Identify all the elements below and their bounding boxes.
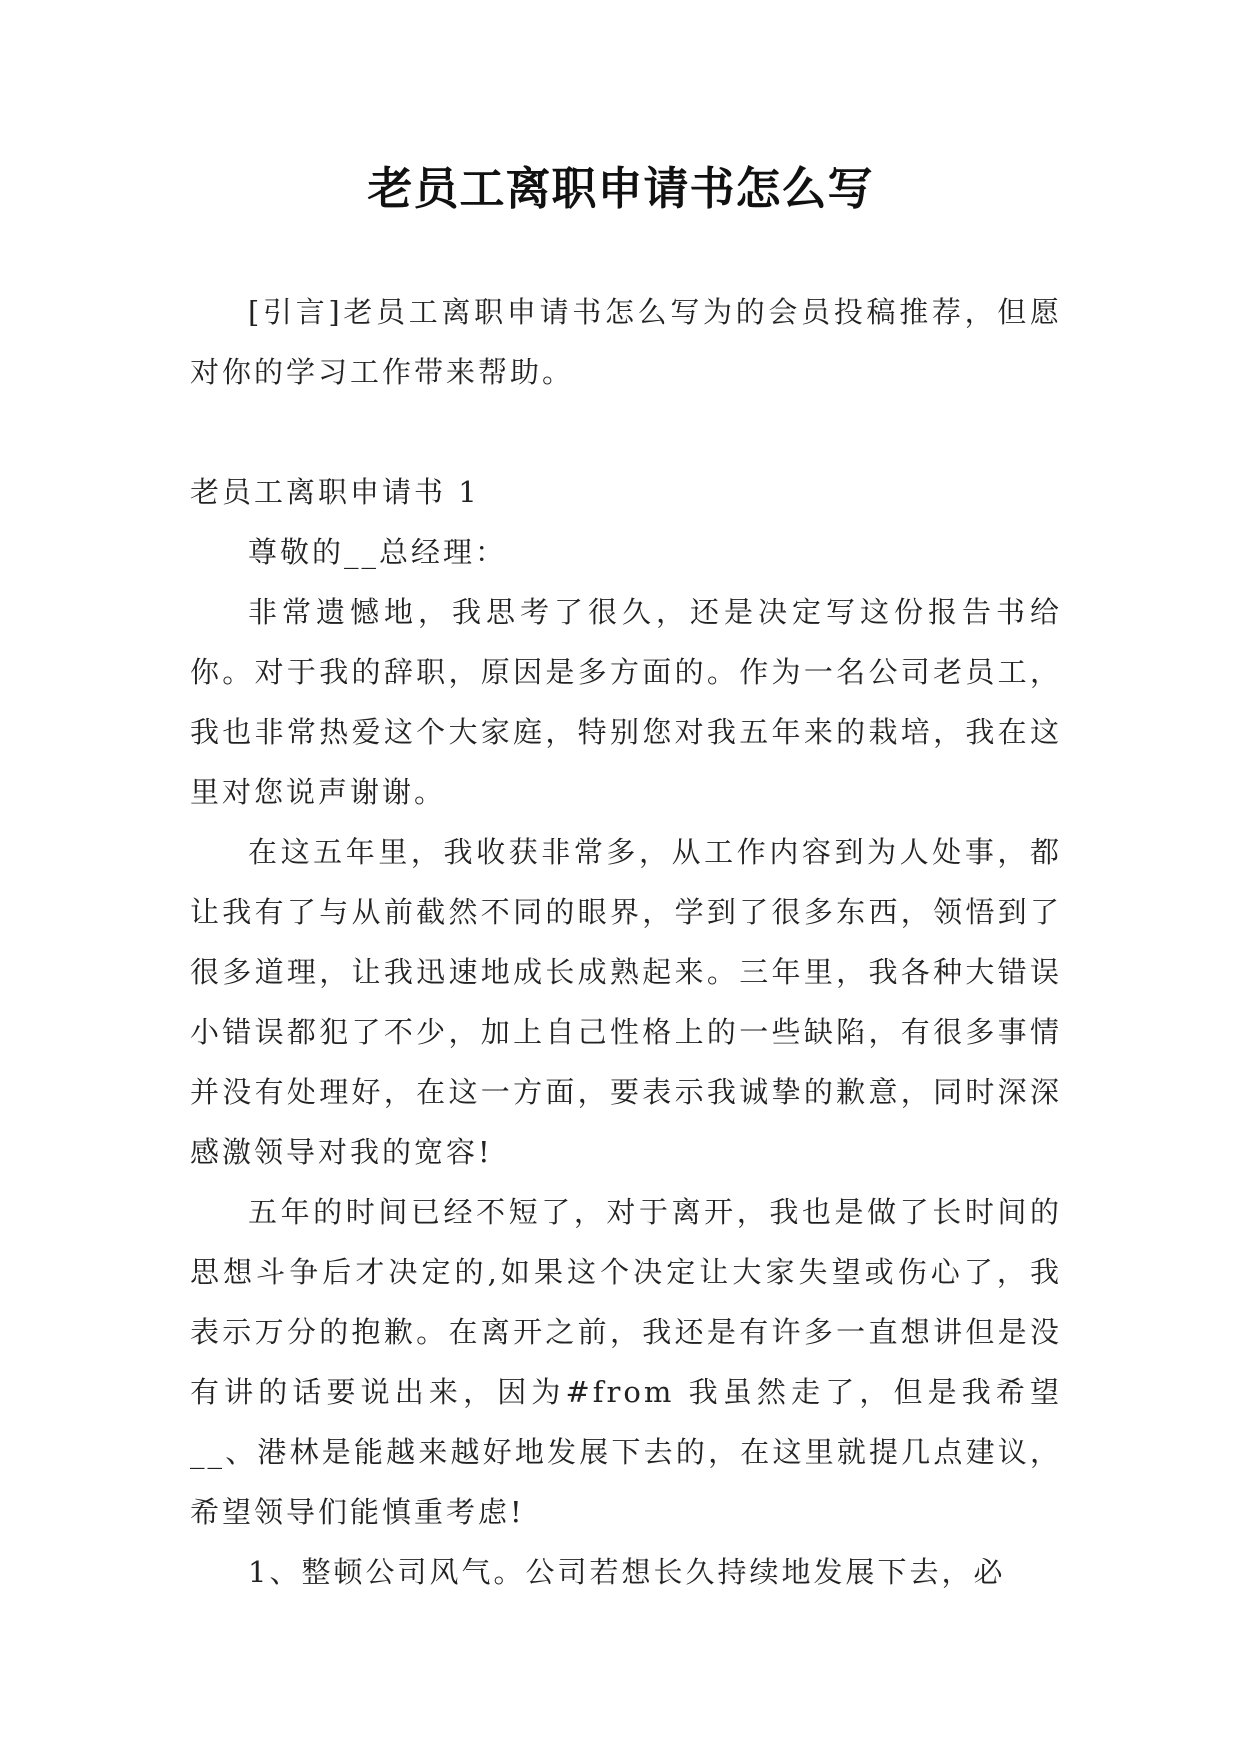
body-paragraph: 在这五年里，我收获非常多，从工作内容到为人处事，都让我有了与从前截然不同的眼界，学到了很多东西，领悟到了很多道理，让我迅速地成长成熟起来。三年里，我各种大错误小错误都犯了不少，加上自己性格上的一些缺陷，有很多事情并没有处理好，在这一方面，要表示我诚挚的歉意，同时深深感激领导对我的宽容! [190, 835, 1062, 1169]
spacer [190, 402, 1062, 462]
section-heading: 老员工离职申请书 1 [190, 475, 480, 509]
body-paragraph: 五年的时间已经不短了，对于离开，我也是做了长时间的思想斗争后才决定的,如果这个决定让大家失望或伤心了，我表示万分的抱歉。在离开之前，我还是有许多一直想讲但是没有讲的话要说出来，因为#from 我虽然走了，但是我希望__、港林是能越来越好地发展下去的，在这里就提几点建议，希望领导们能慎重考虑! [190, 1195, 1062, 1529]
document-title: 老员工离职申请书怎么写 [367, 162, 874, 215]
body-paragraph: 非常遗憾地，我思考了很久，还是决定写这份报告书给你。对于我的辞职，原因是多方面的。作为一名公司老员工，我也非常热爱这个大家庭，特别您对我五年来的栽培，我在这里对您说声谢谢。 [190, 595, 1062, 809]
intro-paragraph: [引言]老员工离职申请书怎么写为的会员投稿推荐，但愿对你的学习工作带来帮助。 [190, 295, 1062, 389]
salutation: 尊敬的__总经理： [248, 535, 508, 569]
body-paragraph: 1、整顿公司风气。公司若想长久持续地发展下去，必 [248, 1555, 1006, 1589]
document-body [190, 282, 1062, 1602]
